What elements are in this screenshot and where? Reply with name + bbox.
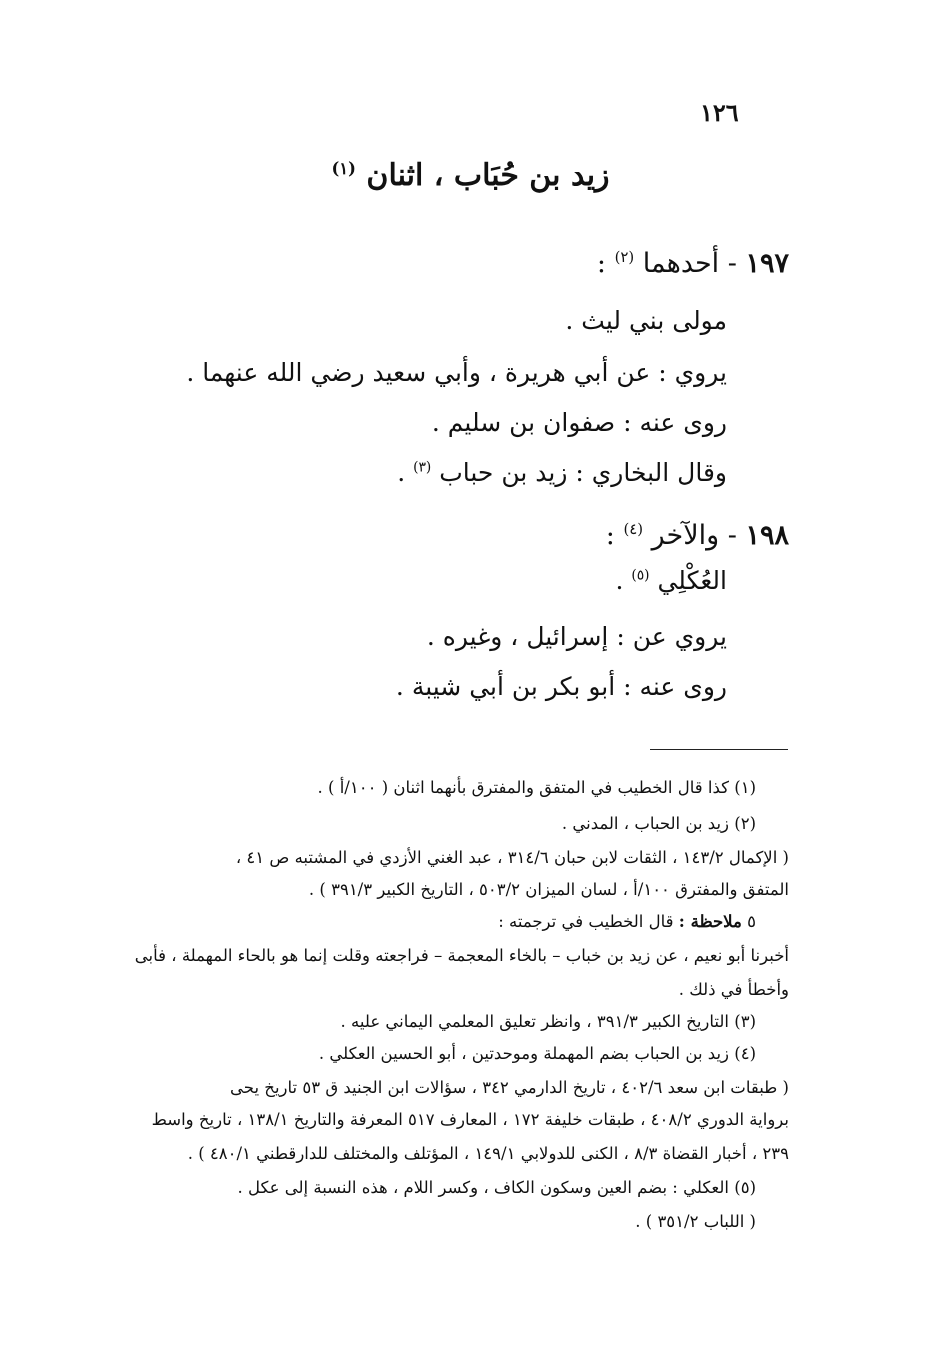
- entry-line: روى عنه : أبو بكر بن أبي شيبة .: [395, 672, 727, 701]
- entry-line-end: .: [615, 566, 632, 595]
- entry-line-text: العُكْلِي: [657, 566, 727, 595]
- entry-heading: [597, 248, 789, 279]
- footnote-line: ٢٣٩ ، أخبار القضاة ٨/٣ ، الكنى للدولابي ١٤٩/١ ، المؤتلف والمختلف للدارقطني ٤٨٠/١ ) .: [187, 1144, 789, 1163]
- entry-label: - أحدهما: [642, 248, 746, 279]
- entry-line: يروي : عن أبي هريرة ، وأبي سعيد رضي الله عنهما .: [186, 358, 727, 387]
- entry-note-ref: (٢): [614, 248, 635, 266]
- footnote-line: أخبرنا أبو نعيم ، عن زيد بن خباب – بالخاء المعجمة – فراجعته وقلت إنما هو بالحاء المهملة ، فأبى: [134, 946, 789, 965]
- footnote-line: (٣) التاريخ الكبير ٣٩١/٣ ، وانظر تعليق المعلمي اليماني عليه .: [340, 1012, 756, 1031]
- footnote-note: [498, 912, 756, 931]
- footnote-line: ( طبقات ابن سعد ٤٠٢/٦ ، تاريخ الدارمي ٣٤٢ ، سؤالات ابن الجنيد ق ٥٣ تاريخ يحى: [230, 1078, 789, 1097]
- footnote-line: (٥) العكلي : بضم العين وسكون الكاف ، وكسر اللام ، هذه النسبة إلى عكل .: [237, 1178, 756, 1197]
- footnote-line: برواية الدوري ٤٠٨/٢ ، طبقات خليفة ١٧٢ ، المعارف ٥١٧ المعرفة والتاريخ ١٣٨/١ ، تاريخ واسط: [151, 1110, 789, 1129]
- entry-line-note-ref: (٣): [413, 459, 432, 476]
- entry-line: روى عنه : صفوان بن سليم .: [431, 408, 727, 437]
- footnote-line: وأخطأ في ذلك .: [678, 980, 789, 999]
- entry-line: [397, 458, 727, 487]
- title-note-ref: (١): [331, 159, 356, 178]
- entry-line-end: .: [397, 458, 414, 487]
- title-text: زيد بن حُبَاب ، اثنان: [366, 158, 610, 193]
- footnote-line: المتفق والمفترق ١٠٠/أ ، لسان الميزان ٥٠٣/٢ ، التاريخ الكبير ٣٩١/٣ ) .: [308, 880, 789, 899]
- section-title: [200, 158, 741, 193]
- entry-line: [615, 566, 727, 595]
- entry-line-note-ref: (٥): [631, 567, 650, 584]
- entry-colon: :: [605, 520, 624, 551]
- footnote-line: (٢) زيد بن الحباب ، المدني .: [561, 814, 756, 833]
- entry-line: يروي عن : إسرائيل ، وغيره .: [426, 622, 727, 651]
- note-text: قال الخطيب في ترجمته :: [498, 912, 674, 931]
- entry-number: ١٩٨: [745, 520, 789, 551]
- footnote-line: ( اللباب ٣٥١/٢ ) .: [635, 1212, 756, 1231]
- entry-number: ١٩٧: [745, 248, 789, 279]
- entry-colon: :: [596, 248, 615, 279]
- entry-line-text: وقال البخاري : زيد بن حباب: [439, 458, 727, 487]
- footnote-line: (١) كذا قال الخطيب في المتفق والمفترق بأنهما اثنان ( ١٠٠/أ ) .: [317, 778, 756, 797]
- footnote-line: (٤) زيد بن الحباب بضم المهملة وموحدتين ، أبو الحسين العكلي .: [318, 1044, 756, 1063]
- note-bullet: ٥: [747, 912, 756, 931]
- footnote-divider: [650, 749, 788, 750]
- entry-heading: [606, 520, 789, 551]
- footnote-line: ( الإكمال ١٤٣/٢ ، الثقات لابن حبان ٣١٤/٦ ، عبد الغني الأزدي في المشتبه ص ٤١ ،: [235, 848, 789, 867]
- page-number: ١٢٦: [700, 98, 739, 127]
- note-label: ملاحظة :: [678, 912, 742, 931]
- entry-label: - والآخر: [651, 520, 746, 551]
- entry-note-ref: (٤): [623, 520, 644, 538]
- entry-line: مولى بني ليث .: [565, 306, 727, 335]
